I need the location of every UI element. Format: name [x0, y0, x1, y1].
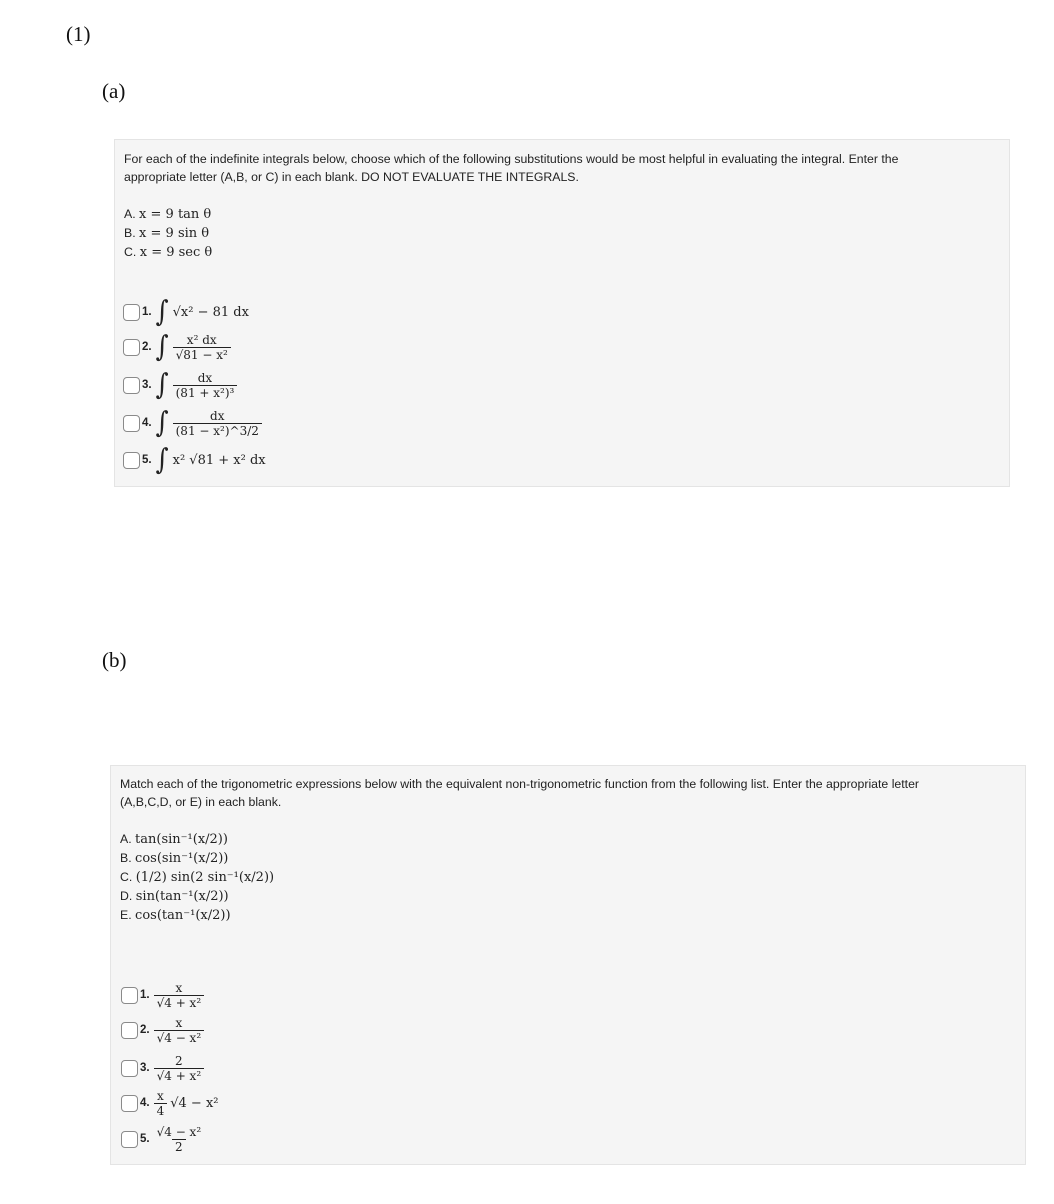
integral-sign: ∫: [155, 329, 169, 364]
option-expression: tan(sin⁻¹(x/2)): [135, 832, 228, 847]
expression-fraction: [154, 1016, 205, 1045]
denominator: 2: [172, 1139, 186, 1154]
expression-tail: √4 − x²: [170, 1095, 219, 1111]
numerator: x² dx: [186, 332, 217, 347]
denominator: (81 + x²)³: [173, 385, 238, 400]
option-expression: x = 9 sec θ: [139, 245, 213, 260]
expression-fraction: [154, 1054, 205, 1083]
match-item-1: [121, 982, 204, 1008]
option-letter: A.: [120, 832, 132, 846]
integrand: √x² − 81 dx: [172, 304, 249, 320]
option-e: [120, 906, 274, 925]
expression-fraction: [154, 1125, 205, 1154]
part-b-instructions-line-2: (A,B,C,D, or E) in each blank.: [120, 795, 282, 809]
integral-sign: ∫: [155, 294, 169, 329]
integral-sign: ∫: [155, 442, 169, 477]
part-a-label: (a): [102, 79, 126, 103]
match-item-2: [121, 1017, 204, 1043]
item-number: 5.: [142, 454, 152, 466]
option-letter: C.: [120, 870, 133, 884]
problem-label: (1): [66, 22, 91, 46]
item-number: 4.: [142, 417, 152, 429]
option-c: [124, 243, 212, 262]
integral-item-3: [123, 367, 237, 402]
option-expression: (1/2) sin(2 sin⁻¹(x/2)): [135, 870, 275, 885]
numerator: x: [175, 980, 183, 995]
part-a-instructions-line-2: appropriate letter (A,B, or C) in each blank. DO NOT EVALUATE THE INTEGRALS.: [124, 170, 579, 184]
option-letter: B.: [124, 226, 136, 240]
integral-item-5: [123, 442, 266, 477]
option-letter: B.: [120, 851, 132, 865]
match-item-3: [121, 1055, 204, 1081]
answer-input-2[interactable]: [121, 1022, 138, 1039]
part-a-panel: [114, 139, 1010, 487]
denominator: √4 + x²: [154, 1068, 205, 1083]
option-a: [120, 830, 274, 849]
answer-input-1[interactable]: [121, 987, 138, 1004]
integral-item-2: [123, 329, 231, 364]
option-c: [120, 868, 274, 887]
option-expression: x = 9 tan θ: [139, 207, 212, 222]
integrand-fraction: [173, 409, 262, 438]
answer-input-4[interactable]: [123, 415, 140, 432]
match-item-4: [121, 1090, 219, 1116]
part-b-instructions: [120, 775, 1010, 811]
item-number: 3.: [140, 1062, 150, 1074]
numerator: √4 − x²: [156, 1124, 202, 1139]
option-b: [124, 224, 212, 243]
part-a-options: [124, 205, 212, 262]
denominator: 4: [154, 1103, 168, 1118]
denominator: (81 − x²)^3/2: [173, 423, 262, 438]
answer-input-5[interactable]: [121, 1131, 138, 1148]
answer-input-3[interactable]: [121, 1060, 138, 1077]
denominator: √4 + x²: [154, 995, 205, 1010]
part-a-instructions: [124, 150, 994, 186]
item-number: 2.: [142, 341, 152, 353]
option-b: [120, 849, 274, 868]
option-expression: sin(tan⁻¹(x/2)): [135, 889, 229, 904]
match-item-5: [121, 1126, 204, 1152]
integral-sign: ∫: [155, 367, 169, 402]
numerator: x: [175, 1015, 183, 1030]
answer-input-3[interactable]: [123, 377, 140, 394]
option-expression: cos(sin⁻¹(x/2)): [135, 851, 229, 866]
numerator: dx: [210, 408, 225, 423]
option-d: [120, 887, 274, 906]
option-a: [124, 205, 212, 224]
answer-input-4[interactable]: [121, 1095, 138, 1112]
part-b-label: (b): [102, 648, 127, 672]
option-letter: E.: [120, 908, 132, 922]
option-letter: D.: [120, 889, 133, 903]
expression-fraction: [154, 1089, 168, 1118]
answer-input-5[interactable]: [123, 452, 140, 469]
answer-input-1[interactable]: [123, 304, 140, 321]
integrand-fraction: [173, 333, 231, 362]
part-b-options: [120, 830, 274, 925]
numerator: dx: [197, 370, 213, 385]
integral-item-1: [123, 294, 249, 329]
item-number: 1.: [142, 306, 152, 318]
denominator: √4 − x²: [154, 1030, 205, 1045]
item-number: 2.: [140, 1024, 150, 1036]
item-number: 4.: [140, 1097, 150, 1109]
item-number: 5.: [140, 1133, 150, 1145]
part-a-instructions-line-1: For each of the indefinite integrals below, choose which of the following substitutions would be most helpful in evaluating the integral. Enter the: [124, 152, 899, 166]
part-b-instructions-line-1: Match each of the trigonometric expressions below with the equivalent non-trigonometric function from the following list. Enter the appropriate letter: [120, 777, 920, 791]
denominator: √81 − x²: [173, 347, 231, 362]
integral-sign: ∫: [155, 405, 169, 440]
item-number: 1.: [140, 989, 150, 1001]
option-letter: C.: [124, 245, 137, 259]
option-letter: A.: [124, 207, 136, 221]
option-expression: cos(tan⁻¹(x/2)): [135, 908, 231, 923]
integrand: x² √81 + x² dx: [172, 452, 266, 468]
item-number: 3.: [142, 379, 152, 391]
option-expression: x = 9 sin θ: [139, 226, 210, 241]
numerator: 2: [175, 1053, 183, 1068]
answer-input-2[interactable]: [123, 339, 140, 356]
integrand-fraction: [173, 371, 238, 400]
numerator: x: [157, 1088, 164, 1103]
part-b-panel: [110, 765, 1026, 1165]
expression-fraction: [154, 981, 205, 1010]
integral-item-4: [123, 405, 262, 440]
